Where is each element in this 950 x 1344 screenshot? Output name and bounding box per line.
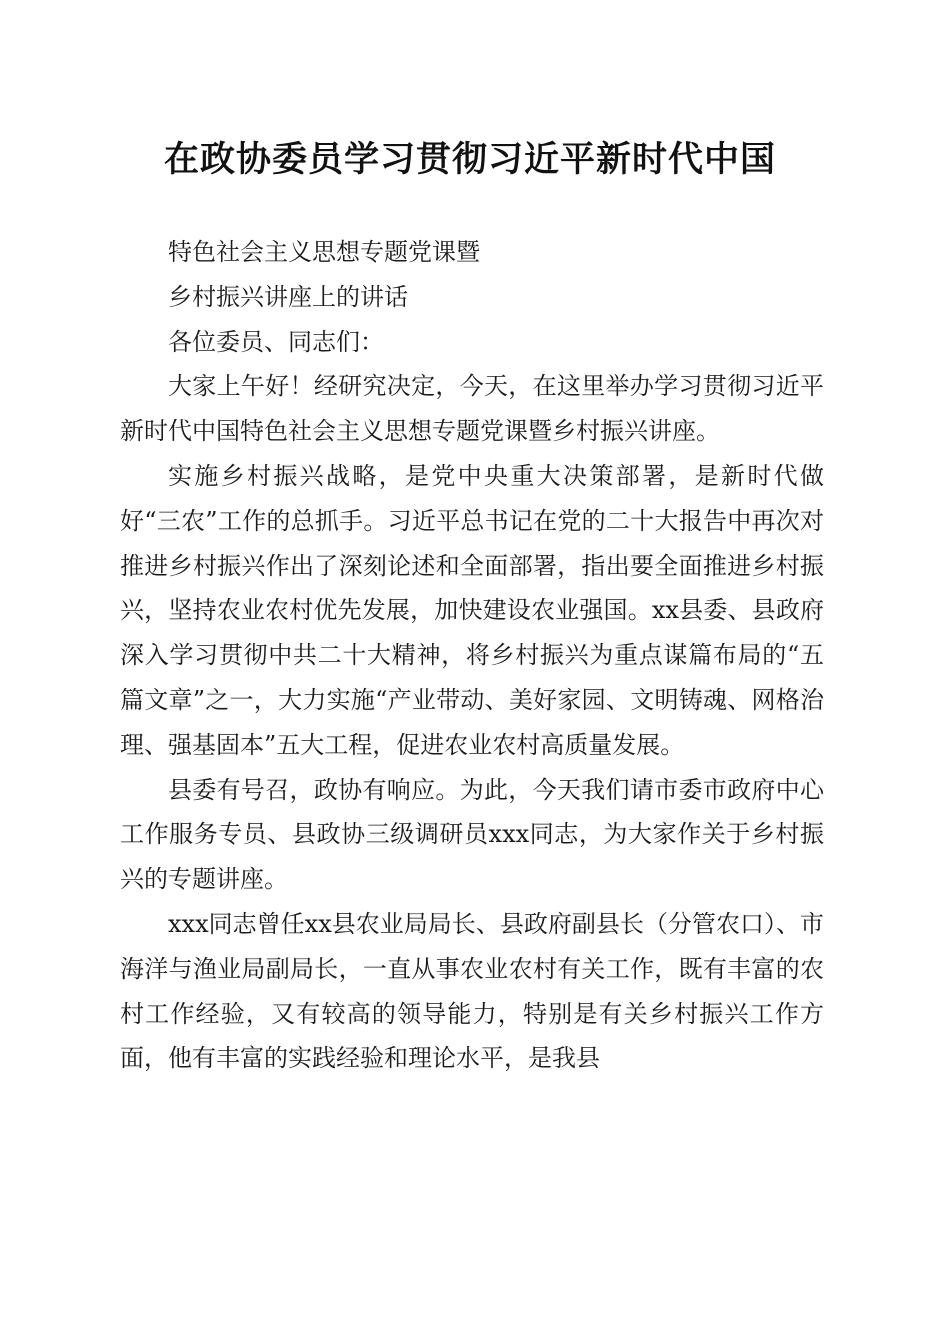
document-body xyxy=(120,230,824,1081)
paragraph-strategy: 实施乡村振兴战略，是党中央重大决策部署，是新时代做好“三农”工作的总抓手。习近平总书记在党的二十大报告中再次对推进乡村振兴作出了深刻论述和全面部署，指出要全面推进乡村振兴，坚持农业农村优先发展，加快建设农业强国。xx县委、县政府深入学习贯彻中共二十大精神，将乡村振兴为重点谋篇布局的“五篇文章”之一，大力实施“产业带动、美好家园、文明铸魂、网格治理、强基固本”五大工程，促进农业农村高质量发展。 xyxy=(120,461,824,759)
document-title: 在政协委员学习贯彻习近平新时代中国 xyxy=(163,139,776,180)
subtitle-line-2: 乡村振兴讲座上的讲话 xyxy=(168,282,408,311)
paragraph-speaker-intro: xxx同志曾任xx县农业局局长、县政府副县长（分管农口）、市海洋与渔业局副局长，一直从事农业农村有关工作，既有丰富的农村工作经验，又有较高的领导能力，特别是有关乡村振兴工作方面，他有丰富的实践经验和理论水平，是我县 xyxy=(120,909,824,1073)
subtitle-line-1: 特色社会主义思想专题党课暨 xyxy=(168,238,480,266)
salutation: 各位委员、同志们： xyxy=(168,327,384,356)
paragraph-response: 县委有号召，政协有响应。为此，今天我们请市委市政府中心工作服务专员、县政协三级调研员xxx同志，为大家作关于乡村振兴的专题讲座。 xyxy=(120,775,824,894)
paragraph-greeting: 大家上午好！经研究决定，今天，在这里举办学习贯彻习近平新时代中国特色社会主义思想专题党课暨乡村振兴讲座。 xyxy=(120,372,824,446)
